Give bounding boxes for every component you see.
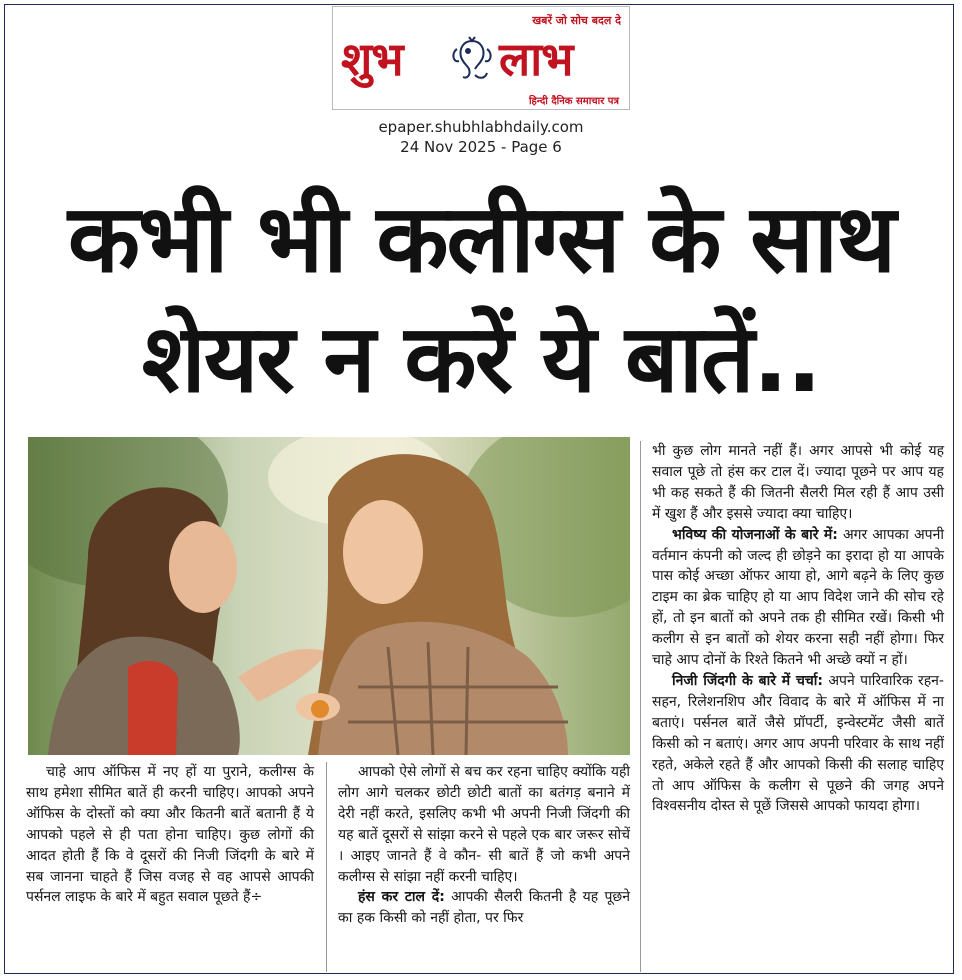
headline-line-1: कभी भी कलीग्स के साथ xyxy=(67,185,895,294)
article-paragraph: चाहे आप ऑफिस में नए हों या पुराने, कलीग्स के साथ हमेशा सीमित बातें ही करनी चाहिए। आपको अपने ऑफिस के दोस्तों को क्या और कितनी बातें बतानी हैं ये आपको पहले से ही पता होना चाहिए। कुछ लोगों की आदत होती हैं कि वे दूसरों की निजी जिंदगी के बारे में सब जानना चाहते हैं जिस वजह से वह आपसे आपकी पर्सनल लाइफ के बारे में बहुत सवाल पूछते हैं÷ xyxy=(26,764,314,906)
column-divider xyxy=(326,762,327,972)
subheading: निजी जिंदगी के बारे में चर्चा: xyxy=(672,672,823,689)
paragraph-body: अपने पारिवारिक रहन-सहन, रिलेशनशिप और विवाद के बारे में ऑफिस में ना बताएं। पर्सनल बातें जैसे प्रॉपर्टी, इन्वेस्टमेंट जैसी बातें किसी को न बताएं। अगर आप अपनी परिवार के साथ नहीं रहते, अकेले रहते हैं और आपको किसी की सलाह चाहिए तो आप ऑफिस के कलीग से पूछने की जगह अपने विश्वसनीय दोस्त से पूछें जिससे आपको फायदा होगा। xyxy=(652,672,944,815)
article-paragraph: आपको ऐसे लोगों से बच कर रहना चाहिए क्योंकि यही लोग आगे चलकर छोटी छोटी बातों का बतंगड़ बनाने में देरी नहीं करते, इसलिए कभी भी अपनी निजी जिंदगी की यह बातें दूसरों से सांझा करने से पहले एक बार जरूर सोचें । आइए जानते हैं वे कौन- सी बातें हैं जो कभी अपने कलीग्स से सांझा नहीं करनी चाहिए। xyxy=(338,764,630,885)
edition-url: epaper.shubhlabhdaily.com xyxy=(378,118,584,136)
masthead-logo xyxy=(332,6,630,110)
paragraph-body: आपकी सैलरी कितनी है यह पूछने का हक किसी को नहीं होता, पर फिर xyxy=(338,889,630,927)
article-paragraph: भी कुछ लोग मानते नहीं हैं। अगर आपसे भी कोई यह सवाल पूछे तो हंस कर टाल दें। ज्यादा पूछने पर आप यह भी कह सकते हैं की जितनी सैलरी मिल रही हैं आप उसी में खुश हैं और इससे ज्यादा क्या चाहिए। xyxy=(652,443,944,522)
masthead-tagline: खबरें जो सोच बदल दे xyxy=(532,14,621,27)
article-paragraph xyxy=(338,887,630,929)
article-column-1 xyxy=(26,762,314,908)
headline-line-2: शेयर न करें ये बातें.. xyxy=(141,305,821,414)
article-column-2 xyxy=(338,762,630,929)
logo-word-left: शुभ xyxy=(341,32,403,86)
column-divider xyxy=(640,441,641,972)
ganesha-icon xyxy=(449,35,495,85)
logo-word-right: लाभ xyxy=(499,32,573,86)
masthead-subline: हिन्दी दैनिक समाचार पत्र xyxy=(528,96,619,107)
article-column-3 xyxy=(652,441,944,817)
subheading: हंस कर टाल दें: xyxy=(358,889,445,906)
article-paragraph xyxy=(652,671,944,817)
subheading: भविष्य की योजनाओं के बारे में: xyxy=(672,526,838,543)
paragraph-body: अगर आपका अपनी वर्तमान कंपनी को जल्द ही छोड़ने का इरादा हो या आपके पास कोई अच्छा ऑफर आया हो, आगे बढ़ने के लिए कुछ टाइम का ब्रेक चाहिए हो या आप विदेश जाने की सोच रहे हों, तो इन बातों को अपने तक ही सीमित रखें। किसी भी कलीग से इन बातों को शेयर करना सही नहीं होगा। फिर चाहे आप दोनों के रिश्ते कितने भी अच्छे क्यों न हों। xyxy=(652,526,945,669)
edition-date-page: 24 Nov 2025 - Page 6 xyxy=(400,138,562,156)
article-photo xyxy=(28,437,630,755)
article-paragraph xyxy=(652,525,944,671)
